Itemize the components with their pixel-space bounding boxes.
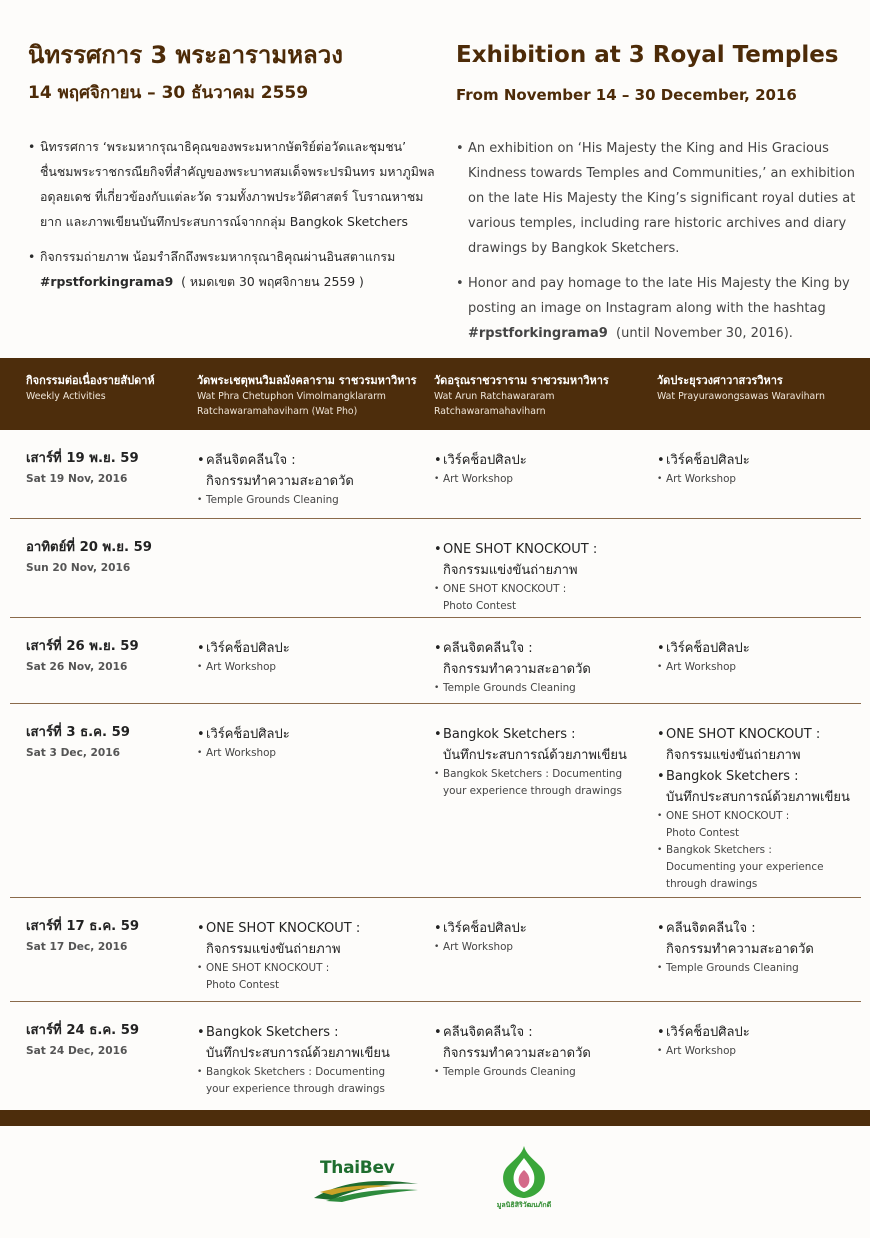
header-col-weekly-en: Weekly Activities <box>26 391 106 402</box>
row-date-en: Sat 3 Dec, 2016 <box>26 747 121 759</box>
header-col-wat-arun <box>434 373 609 419</box>
activity-en: • Art Workshop <box>657 1043 862 1060</box>
activity-en-line2: Photo Contest <box>666 827 740 839</box>
activity-shot <box>197 918 417 994</box>
activity-th-line1: ONE SHOT KNOCKOUT : <box>666 727 821 742</box>
activity-th-line2: บันทึกประสบการณ์ด้วยภาพเขียน <box>443 748 627 763</box>
activity-en: • Art Workshop <box>657 659 862 676</box>
row-date-en: Sat 26 Nov, 2016 <box>26 661 128 673</box>
table-row <box>0 704 870 898</box>
thaibev-swoosh-icon <box>312 1176 422 1202</box>
activity-th <box>197 918 417 960</box>
thaibev-logo-text: ThaiBev <box>320 1158 395 1178</box>
header-col-wat-arun-th: วัดอรุณราชวราราม ราชวรมหาวิหาร <box>434 374 609 387</box>
activity-th: • เวิร์คช็อปศิลปะ <box>434 918 644 939</box>
activity-art <box>657 450 862 488</box>
english-title: Exhibition at 3 Royal Temples <box>456 42 839 68</box>
cell-wat-prayurawong <box>657 1022 862 1064</box>
row-date-th: เสาร์ที่ 17 ธ.ค. 59 <box>26 919 140 934</box>
activity-th-line1: ONE SHOT KNOCKOUT : <box>206 921 361 936</box>
activity-th: • เวิร์คช็อปศิลปะ <box>434 450 644 471</box>
thai-intro <box>28 38 438 294</box>
activity-th-line1: ONE SHOT KNOCKOUT : <box>443 542 598 557</box>
schedule-header-band <box>0 358 870 430</box>
activity-en: • Temple Grounds Cleaning <box>197 492 417 509</box>
table-row <box>0 519 870 618</box>
activity-th: • เวิร์คช็อปศิลปะ <box>197 724 417 745</box>
header-col-wat-pho-en1: Wat Phra Chetuphon Vimolmangklararm <box>197 391 386 402</box>
english-hashtag: #rpstforkingrama9 <box>468 326 608 341</box>
activity-th-line2: กิจกรรมแข่งขันถ่ายภาพ <box>666 748 801 763</box>
english-intro <box>456 38 856 346</box>
cell-wat-pho <box>197 638 417 680</box>
activity-en <box>434 766 649 800</box>
cell-wat-arun <box>434 539 644 619</box>
activity-th-line1: คลีนจิตคลีนใจ : <box>443 641 533 656</box>
activity-clean <box>434 638 644 697</box>
thai-photo-text: กิจกรรมถ่ายภาพ น้อมรำลึกถึงพระมหากรุณาธิคุณผ่านอินสตาแกรม <box>40 249 396 264</box>
thai-hashtag: #rpstforkingrama9 <box>40 274 174 289</box>
activity-art <box>657 1022 862 1060</box>
table-row <box>0 1002 870 1110</box>
activity-en-line2: your experience through drawings <box>443 785 622 797</box>
activity-clean <box>434 1022 644 1081</box>
activity-en-line1: ONE SHOT KNOCKOUT : <box>206 962 330 974</box>
bodhi-leaf-icon <box>498 1144 550 1200</box>
row-date <box>26 450 139 486</box>
row-date <box>26 1022 139 1058</box>
activity-th-line1: คลีนจิตคลีนใจ : <box>206 453 296 468</box>
activity-art <box>197 638 417 676</box>
thai-title: นิทรรศการ 3 พระอารามหลวง <box>28 41 343 69</box>
activity-en <box>657 808 865 842</box>
activity-th <box>657 724 865 766</box>
activity-th-line2: กิจกรรมทำความสะอาดวัด <box>206 474 354 489</box>
activity-en: • Temple Grounds Cleaning <box>657 960 862 977</box>
activity-en <box>197 960 417 994</box>
activity-th-line2: กิจกรรมทำความสะอาดวัด <box>666 942 814 957</box>
activity-th: • เวิร์คช็อปศิลปะ <box>657 638 862 659</box>
row-date <box>26 724 130 760</box>
english-bullet-exhibition: • An exhibition on ‘His Majesty the King and His Gracious Kindness towards Temples and Communities,’ an exhibition on the late His Majesty the King’s significant royal duties at various temples, including rare historic archives and diary drawings by Bangkok Sketchers. <box>456 136 856 261</box>
english-photo-text: Honor and pay homage to the late His Majesty the King by posting an image on Instagram along with the hashtag <box>468 276 850 316</box>
header-col-weekly <box>26 373 155 404</box>
thaibev-logo <box>312 1158 422 1204</box>
activity-sketch <box>434 724 649 800</box>
activity-art <box>434 918 644 956</box>
activity-shot <box>657 724 865 766</box>
activity-th <box>434 539 644 581</box>
foundation-logo <box>484 1144 564 1214</box>
english-bullets <box>456 136 856 346</box>
activity-th-line1: คลีนจิตคลีนใจ : <box>443 1025 533 1040</box>
row-date <box>26 539 152 575</box>
cell-wat-arun <box>434 918 644 960</box>
row-date-th: เสาร์ที่ 26 พ.ย. 59 <box>26 639 139 654</box>
activity-art <box>197 724 417 762</box>
activity-clean <box>197 450 417 509</box>
cell-wat-prayurawong <box>657 450 862 492</box>
foundation-caption: มูลนิธิสิริวัฒนภักดี <box>496 1201 552 1209</box>
footer-band <box>0 1110 870 1126</box>
activity-en-line1: Bangkok Sketchers : Documenting <box>443 768 623 780</box>
activity-art <box>434 450 644 488</box>
cell-wat-pho <box>197 1022 422 1102</box>
activity-en-line1: ONE SHOT KNOCKOUT : <box>666 810 790 822</box>
row-date-th: อาทิตย์ที่ 20 พ.ย. 59 <box>26 540 152 555</box>
activity-shot <box>434 539 644 615</box>
activity-en-line1: ONE SHOT KNOCKOUT : <box>443 583 567 595</box>
row-date-th: เสาร์ที่ 19 พ.ย. 59 <box>26 451 139 466</box>
activity-en: • Art Workshop <box>434 471 644 488</box>
activity-sketch <box>657 766 865 808</box>
activity-th <box>197 1022 422 1064</box>
header-col-wat-pho-th: วัดพระเชตุพนวิมลมังคลาราม ราชวรมหาวิหาร <box>197 374 417 387</box>
activity-th: • เวิร์คช็อปศิลปะ <box>197 638 417 659</box>
english-bullet-photo <box>456 271 856 346</box>
header-col-wat-prayurawong <box>657 373 825 404</box>
header-col-wat-arun-en2: Ratchawaramahaviharn <box>434 406 546 417</box>
activity-en-line2: your experience through drawings <box>206 1083 385 1095</box>
row-date-th: เสาร์ที่ 24 ธ.ค. 59 <box>26 1023 140 1038</box>
english-date: From November 14 – 30 December, 2016 <box>456 86 797 104</box>
activity-th <box>434 638 644 680</box>
table-row <box>0 898 870 1002</box>
thai-bullets <box>28 134 438 294</box>
thai-bullet-exhibition: • นิทรรศการ ‘พระมหากรุณาธิคุณของพระมหากษัตริย์ต่อวัดและชุมชน’ ชื่นชมพระราชกรณียกิจที่สำคัญของพระบาทสมเด็จพระปรมินทร มหาภูมิพลอดุลยเดช ที่เกี่ยวข้องกับแต่ละวัด รวมทั้งภาพประวัติศาสตร์ โบราณหาชมยาก และภาพเขียนบันทึกประสบการณ์จากกลุ่ม Bangkok Sketchers <box>28 134 438 234</box>
header-col-weekly-th: กิจกรรมต่อเนื่องรายสัปดาห์ <box>26 374 155 387</box>
activity-th <box>657 766 865 808</box>
activity-en-line2: Photo Contest <box>206 979 280 991</box>
activity-en-line1: Bangkok Sketchers : Documenting <box>206 1066 386 1078</box>
thai-deadline: ( หมดเขต 30 พฤศจิกายน 2559 ) <box>181 274 364 289</box>
activity-th-line1: คลีนจิตคลีนใจ : <box>666 921 756 936</box>
cell-wat-pho <box>197 918 417 998</box>
activity-en: • Art Workshop <box>657 471 862 488</box>
english-deadline: (until November 30, 2016). <box>616 326 793 341</box>
activity-sketch <box>197 1022 422 1098</box>
activity-en: • Temple Grounds Cleaning <box>434 680 644 697</box>
activity-th: • เวิร์คช็อปศิลปะ <box>657 450 862 471</box>
cell-wat-prayurawong <box>657 918 862 981</box>
row-date-th: เสาร์ที่ 3 ธ.ค. 59 <box>26 725 130 740</box>
row-date-en: Sun 20 Nov, 2016 <box>26 562 131 574</box>
row-date-en: Sat 19 Nov, 2016 <box>26 473 128 485</box>
activity-th-line2: บันทึกประสบการณ์ด้วยภาพเขียน <box>666 790 850 805</box>
activity-th-line2: กิจกรรมแข่งขันถ่ายภาพ <box>206 942 341 957</box>
row-date <box>26 918 139 954</box>
activity-th <box>197 450 417 492</box>
activity-th-line2: กิจกรรมทำความสะอาดวัด <box>443 1046 591 1061</box>
row-date-en: Sat 17 Dec, 2016 <box>26 941 128 953</box>
activity-th-line1: Bangkok Sketchers : <box>206 1025 339 1040</box>
header-col-wat-prayurawong-th: วัดประยุรวงศาวาสวรวิหาร <box>657 374 783 387</box>
cell-wat-pho <box>197 450 417 513</box>
activity-en-line1: Bangkok Sketchers : <box>666 844 772 856</box>
activity-th-line1: Bangkok Sketchers : <box>666 769 799 784</box>
activity-en <box>657 842 865 893</box>
activity-en: • Temple Grounds Cleaning <box>434 1064 644 1081</box>
activity-en-line3: through drawings <box>666 878 758 890</box>
activity-th-line2: บันทึกประสบการณ์ด้วยภาพเขียน <box>206 1046 390 1061</box>
cell-wat-arun <box>434 638 644 701</box>
activity-en <box>197 1064 422 1098</box>
thai-date: 14 พฤศจิกายน – 30 ธันวาคม 2559 <box>28 83 309 103</box>
table-row <box>0 430 870 519</box>
activity-th-line2: กิจกรรมแข่งขันถ่ายภาพ <box>443 563 578 578</box>
cell-wat-prayurawong <box>657 638 862 680</box>
activity-en: • Art Workshop <box>197 659 417 676</box>
cell-wat-arun <box>434 450 644 492</box>
header-col-wat-arun-en1: Wat Arun Ratchawararam <box>434 391 555 402</box>
exhibition-header <box>0 38 870 368</box>
activity-clean <box>657 918 862 977</box>
activity-en-line2: Photo Contest <box>443 600 517 612</box>
header-col-wat-prayurawong-en1: Wat Prayurawongsawas Waraviharn <box>657 391 825 402</box>
activity-th <box>657 918 862 960</box>
activity-th <box>434 724 649 766</box>
header-col-wat-pho-en2: Ratchawaramahaviharn (Wat Pho) <box>197 406 358 417</box>
activity-th-line2: กิจกรรมทำความสะอาดวัด <box>443 662 591 677</box>
activity-th-line1: Bangkok Sketchers : <box>443 727 576 742</box>
thai-bullet-photo <box>28 244 438 294</box>
activity-en <box>434 581 644 615</box>
cell-wat-pho <box>197 724 417 766</box>
activity-en-line2: Documenting your experience <box>666 861 824 873</box>
activity-en: • Art Workshop <box>197 745 417 762</box>
activity-th <box>434 1022 644 1064</box>
cell-wat-arun <box>434 724 649 804</box>
row-date <box>26 638 139 674</box>
header-col-wat-pho <box>197 373 417 419</box>
table-row <box>0 618 870 704</box>
cell-wat-prayurawong <box>657 724 865 893</box>
cell-wat-arun <box>434 1022 644 1085</box>
activity-art <box>657 638 862 676</box>
activity-en: • Art Workshop <box>434 939 644 956</box>
activity-th: • เวิร์คช็อปศิลปะ <box>657 1022 862 1043</box>
row-date-en: Sat 24 Dec, 2016 <box>26 1045 128 1057</box>
